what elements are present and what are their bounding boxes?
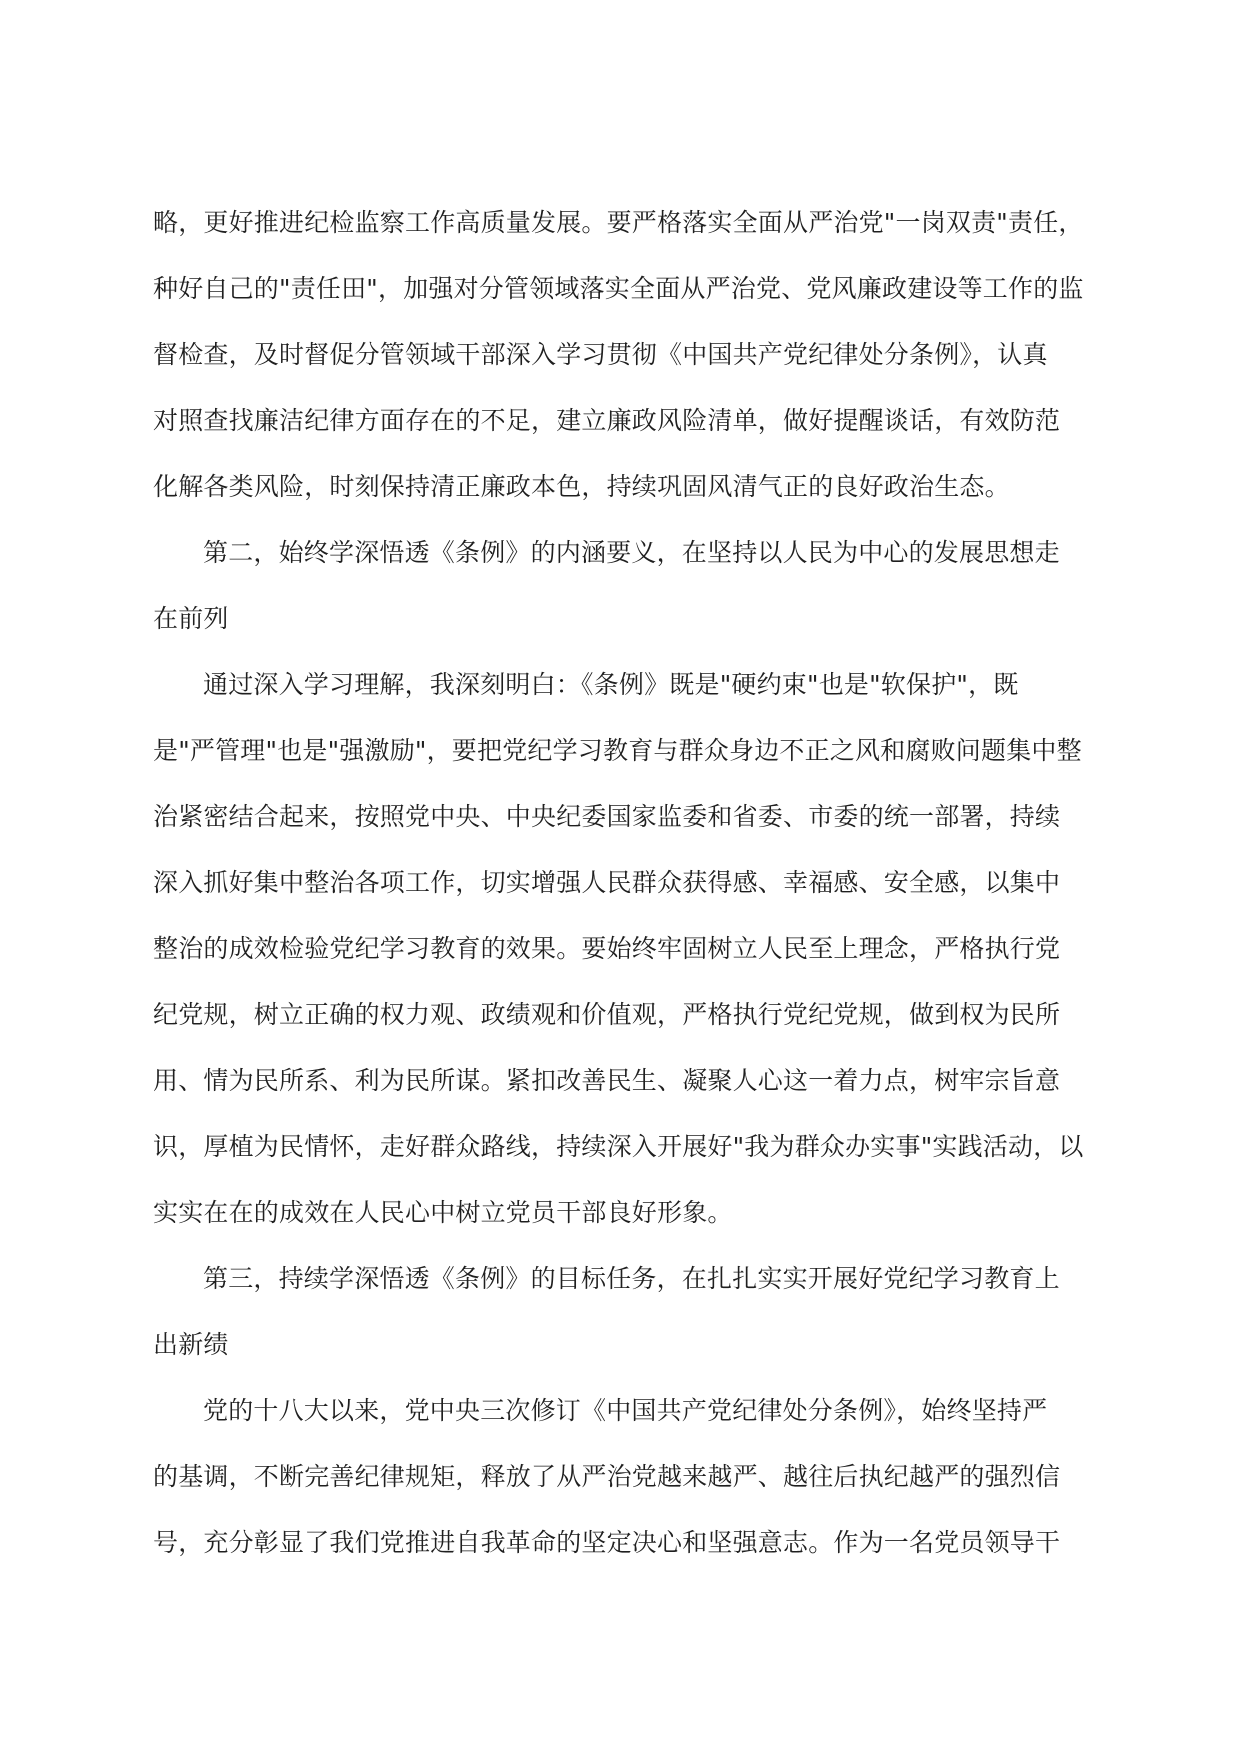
text-line: 督检查，及时督促分管领域干部深入学习贯彻《中国共产党纪律处分条例》，认真 <box>153 340 1048 369</box>
text-line: 用、情为民所系、利为民所谋。紧扣改善民生、凝聚人心这一着力点，树牢宗旨意 <box>153 1066 1061 1095</box>
paragraph-first-line: 通过深入学习理解，我深刻明白：《条例》既是"硬约束"也是"软保护"，既 <box>203 670 1019 699</box>
section-heading-line: 第三，持续学深悟透《条例》的目标任务，在扎扎实实开展好党纪学习教育上 <box>203 1264 1060 1293</box>
text-line: 是"严管理"也是"强激励"，要把党纪学习教育与群众身边不正之风和腐败问题集中整 <box>153 736 1082 765</box>
text-line: 纪党规，树立正确的权力观、政绩观和价值观，严格执行党纪党规，做到权为民所 <box>153 1000 1061 1029</box>
section-heading-line: 在前列 <box>153 604 229 633</box>
document-body <box>153 190 1088 1576</box>
text-line: 识，厚植为民情怀，走好群众路线，持续深入开展好"我为群众办实事"实践活动，以 <box>153 1132 1084 1161</box>
text-line: 整治的成效检验党纪学习教育的效果。要始终牢固树立人民至上理念，严格执行党 <box>153 934 1061 963</box>
text-line: 略，更好推进纪检监察工作高质量发展。要严格落实全面从严治党"一岗双责"责任， <box>153 208 1084 237</box>
text-line: 的基调，不断完善纪律规矩，释放了从严治党越来越严、越往后执纪越严的强烈信 <box>153 1462 1061 1491</box>
section-heading-line: 第二，始终学深悟透《条例》的内涵要义，在坚持以人民为中心的发展思想走 <box>203 538 1060 567</box>
text-line: 对照查找廉洁纪律方面存在的不足，建立廉政风险清单，做好提醒谈话，有效防范 <box>153 406 1061 435</box>
text-line: 治紧密结合起来，按照党中央、中央纪委国家监委和省委、市委的统一部署，持续 <box>153 802 1061 831</box>
text-line: 化解各类风险，时刻保持清正廉政本色，持续巩固风清气正的良好政治生态。 <box>153 472 1010 501</box>
text-line: 种好自己的"责任田"，加强对分管领域落实全面从严治党、党风廉政建设等工作的监 <box>153 274 1084 303</box>
text-line: 深入抓好集中整治各项工作，切实增强人民群众获得感、幸福感、安全感，以集中 <box>153 868 1061 897</box>
text-line: 实实在在的成效在人民心中树立党员干部良好形象。 <box>153 1198 733 1227</box>
paragraph-first-line: 党的十八大以来，党中央三次修订《中国共产党纪律处分条例》，始终坚持严 <box>203 1396 1048 1425</box>
section-heading-line: 出新绩 <box>153 1330 229 1359</box>
text-line: 号，充分彰显了我们党推进自我革命的坚定决心和坚强意志。作为一名党员领导干 <box>153 1528 1061 1557</box>
